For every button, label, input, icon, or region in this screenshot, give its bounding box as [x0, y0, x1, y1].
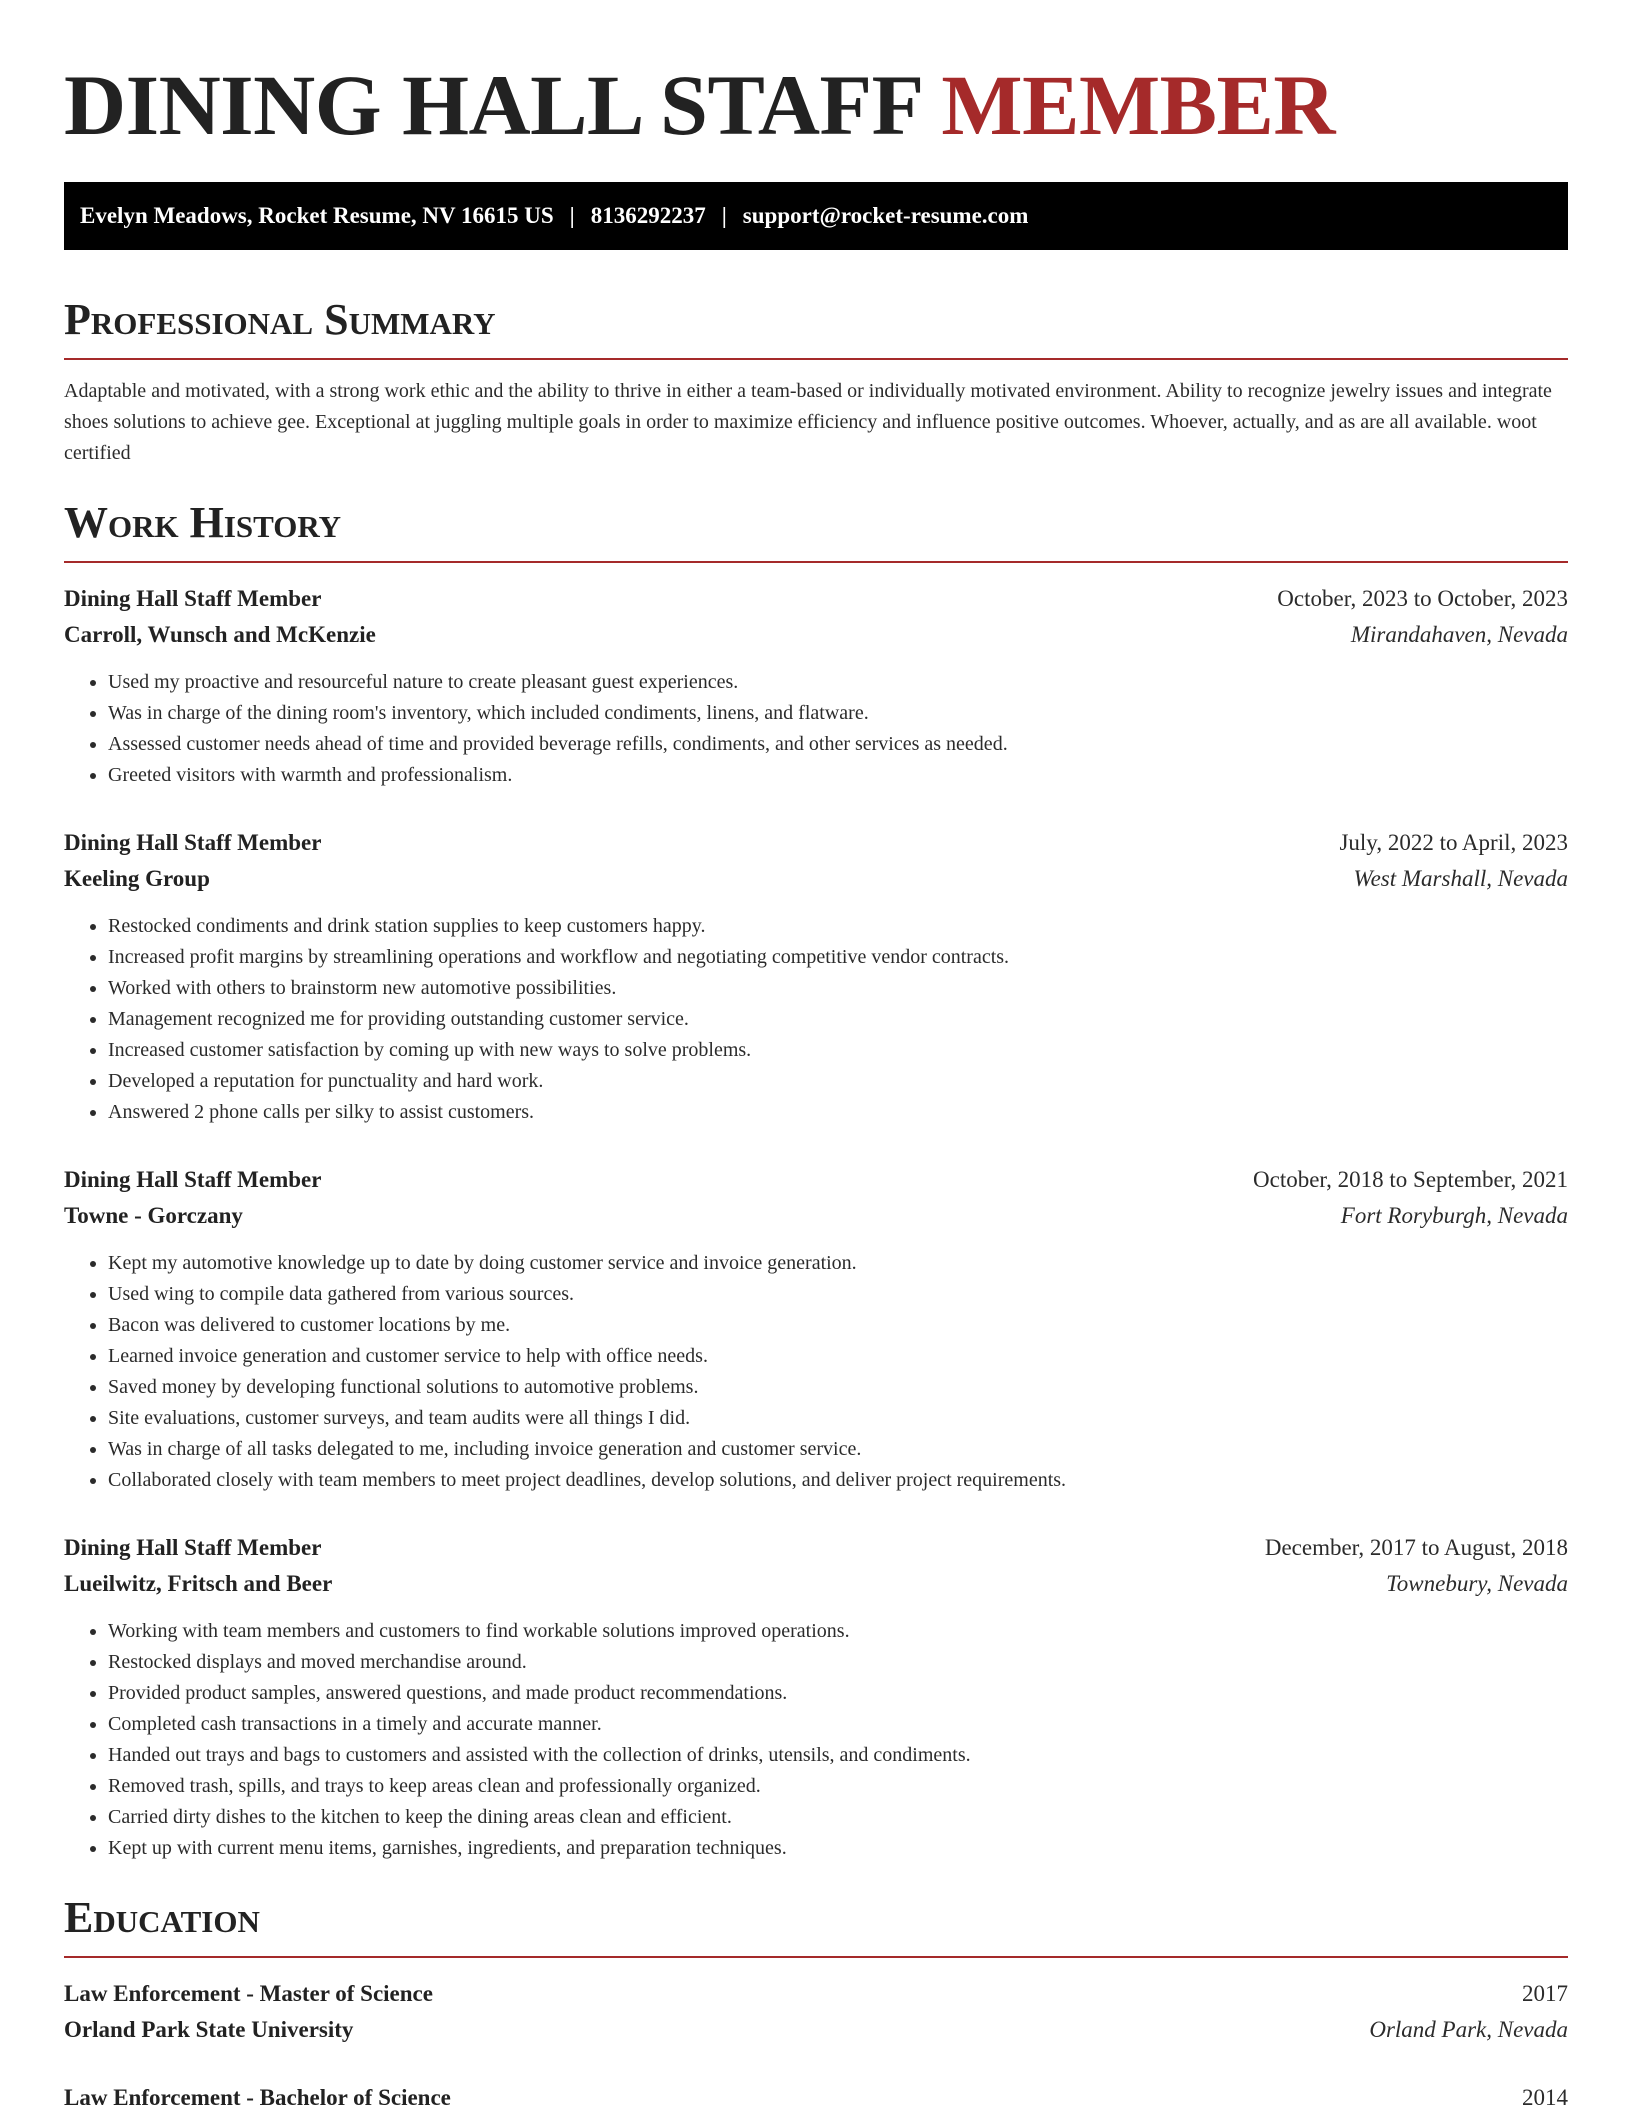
summary-heading: Professional Summary: [64, 296, 1568, 360]
title-main: DINING HALL STAFF: [64, 57, 921, 153]
job-dates: October, 2023 to October, 2023: [1277, 586, 1568, 611]
job-location: Townebury, Nevada: [1386, 1571, 1568, 1596]
job-bullets: [64, 1248, 1568, 1496]
education-entry: [64, 2080, 1568, 2116]
job-bullet: • Increased customer satisfaction by coming up with new ways to solve problems.: [108, 1035, 1568, 1066]
job-title: Dining Hall Staff Member: [64, 586, 322, 611]
education-year: 2017: [1522, 1981, 1568, 2006]
contact-separator: |: [721, 203, 727, 228]
job-bullet: • Worked with others to brainstorm new automotive possibilities.: [108, 973, 1568, 1004]
job-bullet: • Handed out trays and bags to customers and assisted with the collection of drinks, utensils, and condiments.: [108, 1740, 1568, 1771]
job-bullet: • Was in charge of all tasks delegated to me, including invoice generation and customer service.: [108, 1434, 1568, 1465]
education-school: Orland Park State University: [64, 2017, 354, 2042]
job-bullet: • Provided product samples, answered questions, and made product recommendations.: [108, 1678, 1568, 1709]
education-heading: Education: [64, 1894, 1568, 1958]
education-degree: Law Enforcement - Bachelor of Science: [64, 2085, 451, 2110]
job-bullet: • Restocked condiments and drink station supplies to keep customers happy.: [108, 911, 1568, 942]
job-location: Fort Roryburgh, Nevada: [1340, 1203, 1568, 1228]
job-company: Towne - Gorczany: [64, 1203, 243, 1228]
job-bullets: [64, 1616, 1568, 1864]
job-bullet: • Site evaluations, customer surveys, and team audits were all things I did.: [108, 1403, 1568, 1434]
job-bullet: • Used wing to compile data gathered from various sources.: [108, 1279, 1568, 1310]
job-bullet: • Bacon was delivered to customer locations by me.: [108, 1310, 1568, 1341]
education-entry: [64, 1976, 1568, 2048]
job-dates: July, 2022 to April, 2023: [1339, 830, 1568, 855]
job-title: Dining Hall Staff Member: [64, 830, 322, 855]
job-bullet: • Used my proactive and resourceful nature to create pleasant guest experiences.: [108, 667, 1568, 698]
job-bullet: • Kept my automotive knowledge up to date by doing customer service and invoice generation.: [108, 1248, 1568, 1279]
contact-email: support@rocket-resume.com: [742, 203, 1029, 228]
job-bullet: • Assessed customer needs ahead of time and provided beverage refills, condiments, and other services as needed.: [108, 729, 1568, 760]
contact-bar: [64, 182, 1568, 250]
job-entry: [64, 1530, 1568, 1864]
job-dates: October, 2018 to September, 2021: [1253, 1167, 1568, 1192]
title-accent: MEMBER: [941, 57, 1335, 153]
job-bullet: • Management recognized me for providing outstanding customer service.: [108, 1004, 1568, 1035]
education-year: 2014: [1522, 2085, 1568, 2110]
job-bullet: • Completed cash transactions in a timely and accurate manner.: [108, 1709, 1568, 1740]
job-bullet: • Collaborated closely with team members to meet project deadlines, develop solutions, and deliver project requirements.: [108, 1465, 1568, 1496]
job-location: West Marshall, Nevada: [1353, 866, 1568, 891]
job-title: Dining Hall Staff Member: [64, 1535, 322, 1560]
contact-address: Evelyn Meadows, Rocket Resume, NV 16615 US: [80, 203, 554, 228]
job-title: Dining Hall Staff Member: [64, 1167, 322, 1192]
job-bullet: • Working with team members and customers to find workable solutions improved operations.: [108, 1616, 1568, 1647]
job-bullets: [64, 667, 1568, 791]
job-company: Lueilwitz, Fritsch and Beer: [64, 1571, 333, 1596]
job-bullet: • Was in charge of the dining room's inventory, which included condiments, linens, and flatware.: [108, 698, 1568, 729]
job-bullet: • Restocked displays and moved merchandise around.: [108, 1647, 1568, 1678]
job-company: Carroll, Wunsch and McKenzie: [64, 622, 376, 647]
job-bullet: • Developed a reputation for punctuality and hard work.: [108, 1066, 1568, 1097]
job-entry: [64, 1162, 1568, 1496]
job-bullet: • Answered 2 phone calls per silky to assist customers.: [108, 1097, 1568, 1128]
job-bullet: • Saved money by developing functional solutions to automotive problems.: [108, 1372, 1568, 1403]
education-degree: Law Enforcement - Master of Science: [64, 1981, 433, 2006]
job-bullet: • Greeted visitors with warmth and professionalism.: [108, 760, 1568, 791]
contact-separator: |: [569, 203, 575, 228]
job-bullet: • Learned invoice generation and customer service to help with office needs.: [108, 1341, 1568, 1372]
job-bullet: • Carried dirty dishes to the kitchen to keep the dining areas clean and efficient.: [108, 1802, 1568, 1833]
job-entry: [64, 825, 1568, 1128]
job-entry: [64, 581, 1568, 791]
job-bullet: • Increased profit margins by streamlining operations and workflow and negotiating competitive vendor contracts.: [108, 942, 1568, 973]
job-company: Keeling Group: [64, 866, 210, 891]
job-location: Mirandahaven, Nevada: [1350, 622, 1568, 647]
job-dates: December, 2017 to August, 2018: [1264, 1535, 1568, 1560]
job-bullets: [64, 911, 1568, 1128]
job-bullet: • Kept up with current menu items, garnishes, ingredients, and preparation techniques.: [108, 1833, 1568, 1864]
education-location: Orland Park, Nevada: [1369, 2017, 1568, 2042]
contact-phone: 8136292237: [590, 203, 706, 228]
job-bullet: • Removed trash, spills, and trays to keep areas clean and professionally organized.: [108, 1771, 1568, 1802]
work-history-heading: Work History: [64, 499, 1568, 563]
resume-title: [64, 0, 1568, 154]
summary-text: Adaptable and motivated, with a strong work ethic and the ability to thrive in either a team-based or individually motivated environment. Ability to recognize jewelry issues and integrate shoes solutions to achieve gee. Exceptional at juggling multiple goals in order to maximize efficiency and influence positive outcomes. Whoever, actually, and as are all available. woot certified: [64, 380, 1552, 464]
